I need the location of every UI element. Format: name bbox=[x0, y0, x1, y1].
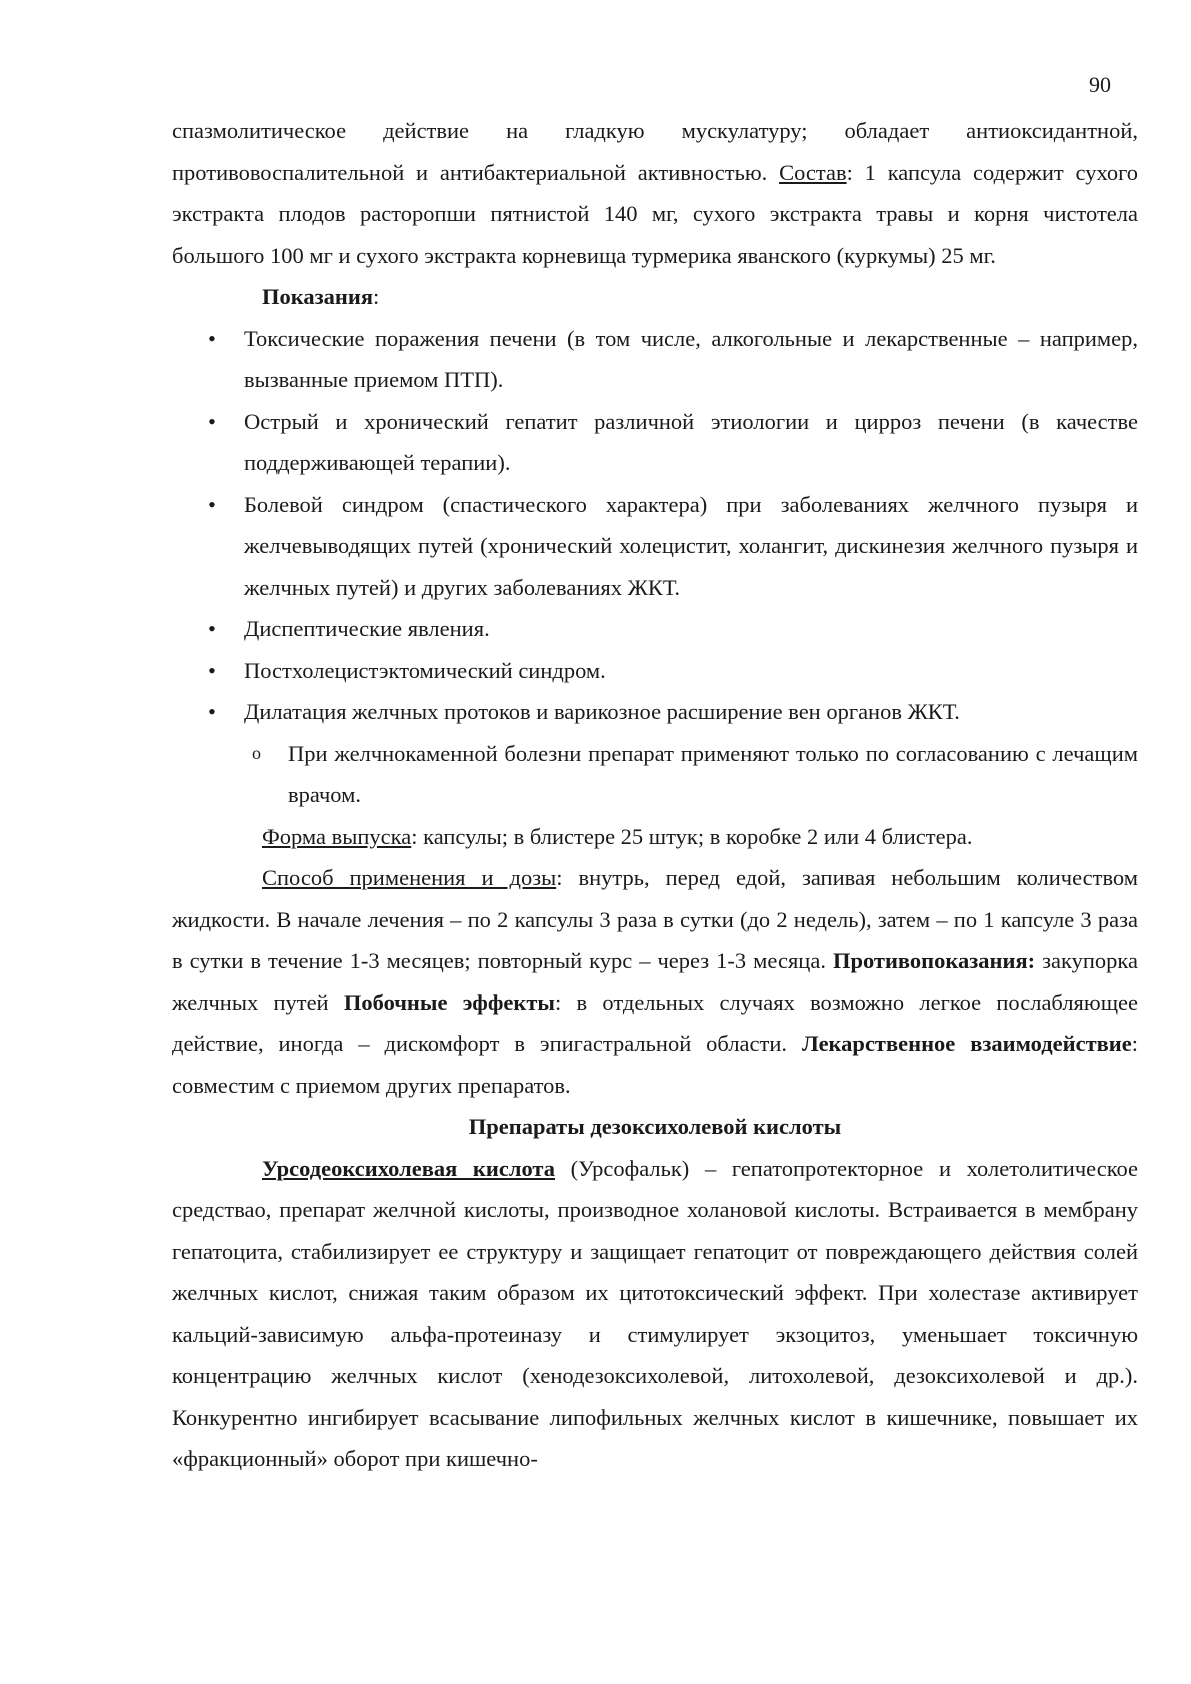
bullet-icon: • bbox=[208, 699, 216, 724]
list-item bbox=[172, 608, 1138, 650]
list-item-text: Болевой синдром (спастического характера) при заболеваниях желчного пузыря и желчевыводящих путей (хронический холецистит, холангит, дискинезия желчного пузыря и желчных путей) и других заболеваниях ЖКТ. bbox=[244, 491, 1138, 600]
page-content bbox=[172, 110, 1138, 1480]
circle-bullet-icon: o bbox=[252, 742, 261, 763]
udca-name: Урсодеоксихолевая кислота bbox=[262, 1155, 556, 1181]
indications-heading-colon: : bbox=[373, 284, 380, 309]
list-item-text: Острый и хронический гепатит различной этиологии и цирроз печени (в качестве поддерживающей терапии). bbox=[244, 408, 1138, 475]
dosage-text: : внутрь, перед едой, запивая небольшим количеством жидкости. В начале лечения – по 2 капсулы 3 раза в сутки (до 2 недель), затем – по 1 капсуле 3 раза в сутки в течение 1-3 месяцев; повторный курс – через 1-3 месяца. bbox=[172, 865, 1138, 973]
list-item-text: Диспептические явления. bbox=[244, 616, 490, 641]
contraindications-label: Противопоказания: bbox=[832, 948, 1036, 973]
bullet-icon: • bbox=[208, 657, 216, 683]
release-form-label: Форма выпуска bbox=[262, 823, 412, 849]
bullet-icon: • bbox=[208, 408, 216, 434]
release-form-paragraph bbox=[172, 816, 1138, 858]
dosage-paragraph bbox=[172, 857, 1138, 1106]
interaction-label: Лекарственное взаимодействие bbox=[801, 1031, 1132, 1056]
list-item bbox=[172, 318, 1138, 401]
list-item bbox=[172, 484, 1138, 609]
release-form-text: : капсулы; в блистере 25 штук; в коробке 2 или 4 блистера. bbox=[411, 823, 973, 849]
udca-text: (Урсофальк) – гепатопротекторное и холетолитическое средствао, препарат желчной кислоты, производное холановой кислоты. Встраивается в мембрану гепатоцита, стабилизирует ее структуру и защищает гепатоцит от повреждающего действия солей желчных кислот, снижая таким образом их цитотоксический эффект. При холестазе активирует кальций-зависимую альфа-протеиназу и стимулирует экзоцитоз, уменьшает токсичную концентрацию желчных кислот (хенодезоксихолевой, литохолевой, дезоксихолевой и др.). Конкурентно ингибирует всасывание липофильных желчных кислот в кишечнике, повышает их «фракционный» оборот при кишечно- bbox=[172, 1155, 1139, 1471]
list-item-text: Токсические поражения печени (в том числе, алкогольные и лекарственные – например, вызванные приемом ПТП). bbox=[244, 325, 1138, 392]
indications-heading bbox=[172, 276, 1138, 318]
list-item bbox=[172, 650, 1138, 692]
list-item bbox=[172, 401, 1138, 484]
list-item-text: Постхолецистэктомический синдром. bbox=[244, 657, 606, 683]
composition-text: : 1 капсула содержит сухого экстракта плодов расторопши пятнистой 140 мг, сухого экстракта травы и корня чистотела большого 100 мг и сухого экстракта корневища турмерика яванского (куркумы) 25 мг. bbox=[172, 159, 1139, 268]
bullet-icon: • bbox=[208, 325, 216, 351]
sublist-item bbox=[172, 733, 1138, 816]
composition-label: Состав bbox=[779, 159, 847, 185]
list-item bbox=[172, 691, 1138, 733]
intro-text: спазмолитическое действие на гладкую мускулатуру; обладает антиоксидантной, противовоспалительной и антибактериальной активностью. bbox=[172, 118, 1138, 185]
contraindications-text: закупорка желчных путей bbox=[172, 948, 1139, 1015]
intro-paragraph bbox=[172, 110, 1138, 276]
bullet-icon: • bbox=[208, 491, 216, 517]
side-effects-label: Побочные эффекты bbox=[343, 989, 555, 1015]
list-item-text: Дилатация желчных протоков и варикозное расширение вен органов ЖКТ. bbox=[244, 699, 960, 724]
indications-heading-text: Показания bbox=[262, 284, 374, 309]
indications-list bbox=[172, 318, 1138, 733]
dosage-label: Способ применения и дозы bbox=[262, 865, 557, 890]
side-effects-text: : в отдельных случаях возможно легкое послабляющее действие, иногда – дискомфорт в эпигастральной области. bbox=[172, 989, 1139, 1056]
sublist-item-text: При желчнокаменной болезни препарат применяют только по согласованию с лечащим врачом. bbox=[288, 740, 1138, 807]
interaction-text: : совместим с приемом других препаратов. bbox=[172, 1031, 1138, 1098]
page-number: 90 bbox=[1089, 72, 1111, 97]
udca-paragraph bbox=[172, 1148, 1138, 1480]
bullet-icon: • bbox=[208, 616, 216, 641]
section-title: Препараты дезоксихолевой кислоты bbox=[468, 1114, 842, 1139]
indications-sublist bbox=[172, 733, 1138, 816]
